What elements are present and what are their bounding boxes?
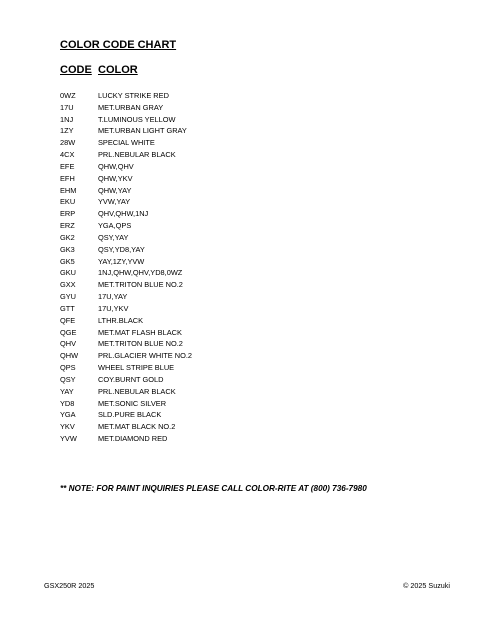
table-row [60, 291, 420, 303]
color-code: GK2 [60, 232, 75, 242]
table-row [60, 114, 420, 126]
table-row [60, 125, 420, 137]
color-code: QHW [60, 351, 79, 361]
color-code: QSY [60, 374, 76, 384]
table-row [60, 220, 420, 232]
color-code: 4CX [60, 150, 75, 160]
color-name: MET.MAT BLACK NO.2 [98, 422, 176, 432]
color-name: COY.BURNT GOLD [98, 374, 164, 384]
color-name: QSY,YD8,YAY [98, 244, 145, 254]
color-name: MET.MAT FLASH BLACK [98, 327, 182, 337]
color-name: PRL.GLACIER WHITE NO.2 [98, 351, 193, 361]
color-code: GK5 [60, 256, 75, 266]
color-code-table [60, 90, 420, 445]
color-code: EFH [60, 173, 75, 183]
table-row [60, 421, 420, 433]
table-row [60, 173, 420, 185]
table-row [60, 315, 420, 327]
table-row [60, 303, 420, 315]
table-row [60, 137, 420, 149]
table-row [60, 149, 420, 161]
color-code: EKU [60, 197, 76, 207]
table-row [60, 386, 420, 398]
table-row [60, 433, 420, 445]
table-row [60, 267, 420, 279]
color-code: GK3 [60, 244, 75, 254]
color-name: QHW,YAY [98, 185, 132, 195]
table-row [60, 374, 420, 386]
color-name: 17U,YKV [98, 303, 129, 313]
color-name: MET.DIAMOND RED [98, 434, 168, 444]
table-row [60, 90, 420, 102]
color-name: WHEEL STRIPE BLUE [98, 363, 175, 373]
code-column-header: CODE [60, 64, 92, 76]
table-row [60, 398, 420, 410]
color-name: MET.TRITON BLUE NO.2 [98, 280, 183, 290]
color-name: T.LUMINOUS YELLOW [98, 114, 176, 124]
color-name: YGA,QPS [98, 221, 132, 231]
table-row [60, 350, 420, 362]
color-name: PRL.NEBULAR BLACK [98, 150, 176, 160]
table-row [60, 244, 420, 256]
color-name: MET.URBAN GRAY [98, 102, 164, 112]
table-row [60, 327, 420, 339]
color-code: YVW [60, 434, 77, 444]
color-name: YVW,YAY [98, 197, 131, 207]
color-code: 1NJ [60, 114, 74, 124]
color-code: 0WZ [60, 91, 76, 100]
table-row [60, 256, 420, 268]
color-column-header: COLOR [98, 64, 138, 76]
color-name: 17U,YAY [98, 292, 128, 302]
color-code: QGE [60, 327, 77, 337]
table-row [60, 409, 420, 421]
color-code: GKU [60, 268, 77, 278]
color-code: 28W [60, 138, 76, 148]
color-name: PRL.NEBULAR BLACK [98, 386, 176, 396]
color-name: SLD.PURE BLACK [98, 410, 162, 420]
color-code: 17U [60, 102, 74, 112]
color-name: MET.URBAN LIGHT GRAY [98, 126, 187, 136]
color-code: GXX [60, 280, 76, 290]
color-name: SPECIAL WHITE [98, 138, 155, 148]
color-name: LUCKY STRIKE RED [98, 91, 169, 100]
table-row [60, 102, 420, 114]
footer-copyright: © 2025 Suzuki [403, 581, 450, 590]
color-name: QHW,QHV [98, 161, 134, 171]
color-name: QSY,YAY [98, 232, 129, 242]
color-name: LTHR.BLACK [98, 315, 144, 325]
page-title: COLOR CODE CHART [60, 39, 177, 51]
paint-inquiry-note: ** NOTE: FOR PAINT INQUIRIES PLEASE CALL COLOR-RITE AT (800) 736-7980 [60, 484, 367, 493]
color-code: EFE [60, 161, 75, 171]
footer-model-year: GSX250R 2025 [44, 581, 95, 590]
table-row [60, 185, 420, 197]
table-row [60, 196, 420, 208]
color-code: QPS [60, 363, 76, 373]
color-code: EHM [60, 185, 77, 195]
color-name: YAY,1ZY,YVW [98, 256, 145, 266]
table-row [60, 362, 420, 374]
color-code: YKV [60, 422, 75, 432]
color-code: GTT [60, 303, 75, 313]
color-name: 1NJ,QHW,QHV,YD8,0WZ [98, 268, 183, 278]
color-code: QHV [60, 339, 77, 349]
color-code: YAY [60, 386, 74, 396]
color-name: MET.TRITON BLUE NO.2 [98, 339, 183, 349]
color-code: GYU [60, 292, 77, 302]
color-name: MET.SONIC SILVER [98, 398, 167, 408]
color-code: YD8 [60, 398, 75, 408]
table-row [60, 338, 420, 350]
table-row [60, 161, 420, 173]
table-row [60, 279, 420, 291]
color-code: YGA [60, 410, 76, 420]
color-code: ERZ [60, 221, 75, 231]
table-row [60, 232, 420, 244]
color-code: QFE [60, 315, 76, 325]
color-code: ERP [60, 209, 76, 219]
color-name: QHV,QHW,1NJ [98, 209, 149, 219]
table-row [60, 208, 420, 220]
color-name: QHW,YKV [98, 173, 133, 183]
color-code: 1ZY [60, 126, 74, 136]
